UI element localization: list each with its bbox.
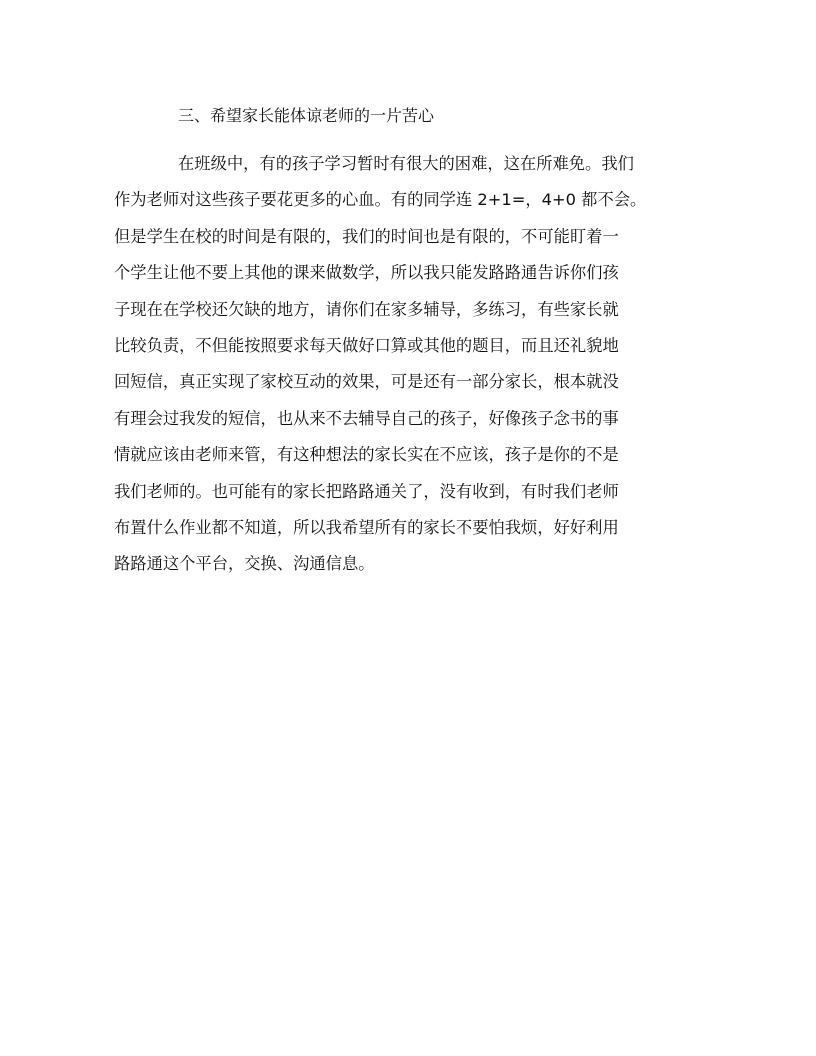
paragraph-line: 子现在在学校还欠缺的地方，请你们在家多辅导，多练习，有些家长就 bbox=[114, 299, 619, 319]
paragraph-line: 在班级中，有的孩子学习暂时有很大的困难，这在所难免。我们 bbox=[178, 154, 634, 173]
paragraph-line: 个学生让他不要上其他的课来做数学，所以我只能发路路通告诉你们孩 bbox=[114, 263, 619, 283]
paragraph-line: 但是学生在校的时间是有限的，我们的时间也是有限的，不可能盯着一 bbox=[114, 226, 619, 246]
paragraph-line: 布置什么作业都不知道，所以我希望所有的家长不要怕我烦，好好利用 bbox=[114, 517, 619, 537]
paragraph-line: 有理会过我发的短信，也从来不去辅导自己的孩子，好像孩子念书的事 bbox=[114, 408, 619, 428]
paragraph-line: 作为老师对这些孩子要花更多的心血。有的同学连 2+1=，4+0 都不会。 bbox=[114, 190, 647, 210]
paragraph-line: 路路通这个平台，交换、沟通信息。 bbox=[114, 554, 375, 574]
paragraph-line: 我们老师的。也可能有的家长把路路通关了，没有收到，有时我们老师 bbox=[114, 481, 619, 501]
paragraph-line: 情就应该由老师来管，有这种想法的家长实在不应该，孩子是你的不是 bbox=[114, 445, 619, 465]
paragraph-line: 回短信，真正实现了家校互动的效果，可是还有一部分家长，根本就没 bbox=[114, 372, 619, 392]
section-heading: 三、希望家长能体谅老师的一片苦心 bbox=[178, 106, 435, 125]
body-paragraph bbox=[114, 146, 704, 583]
paragraph-line: 比较负责，不但能按照要求每天做好口算或其他的题目，而且还礼貌地 bbox=[114, 335, 619, 355]
